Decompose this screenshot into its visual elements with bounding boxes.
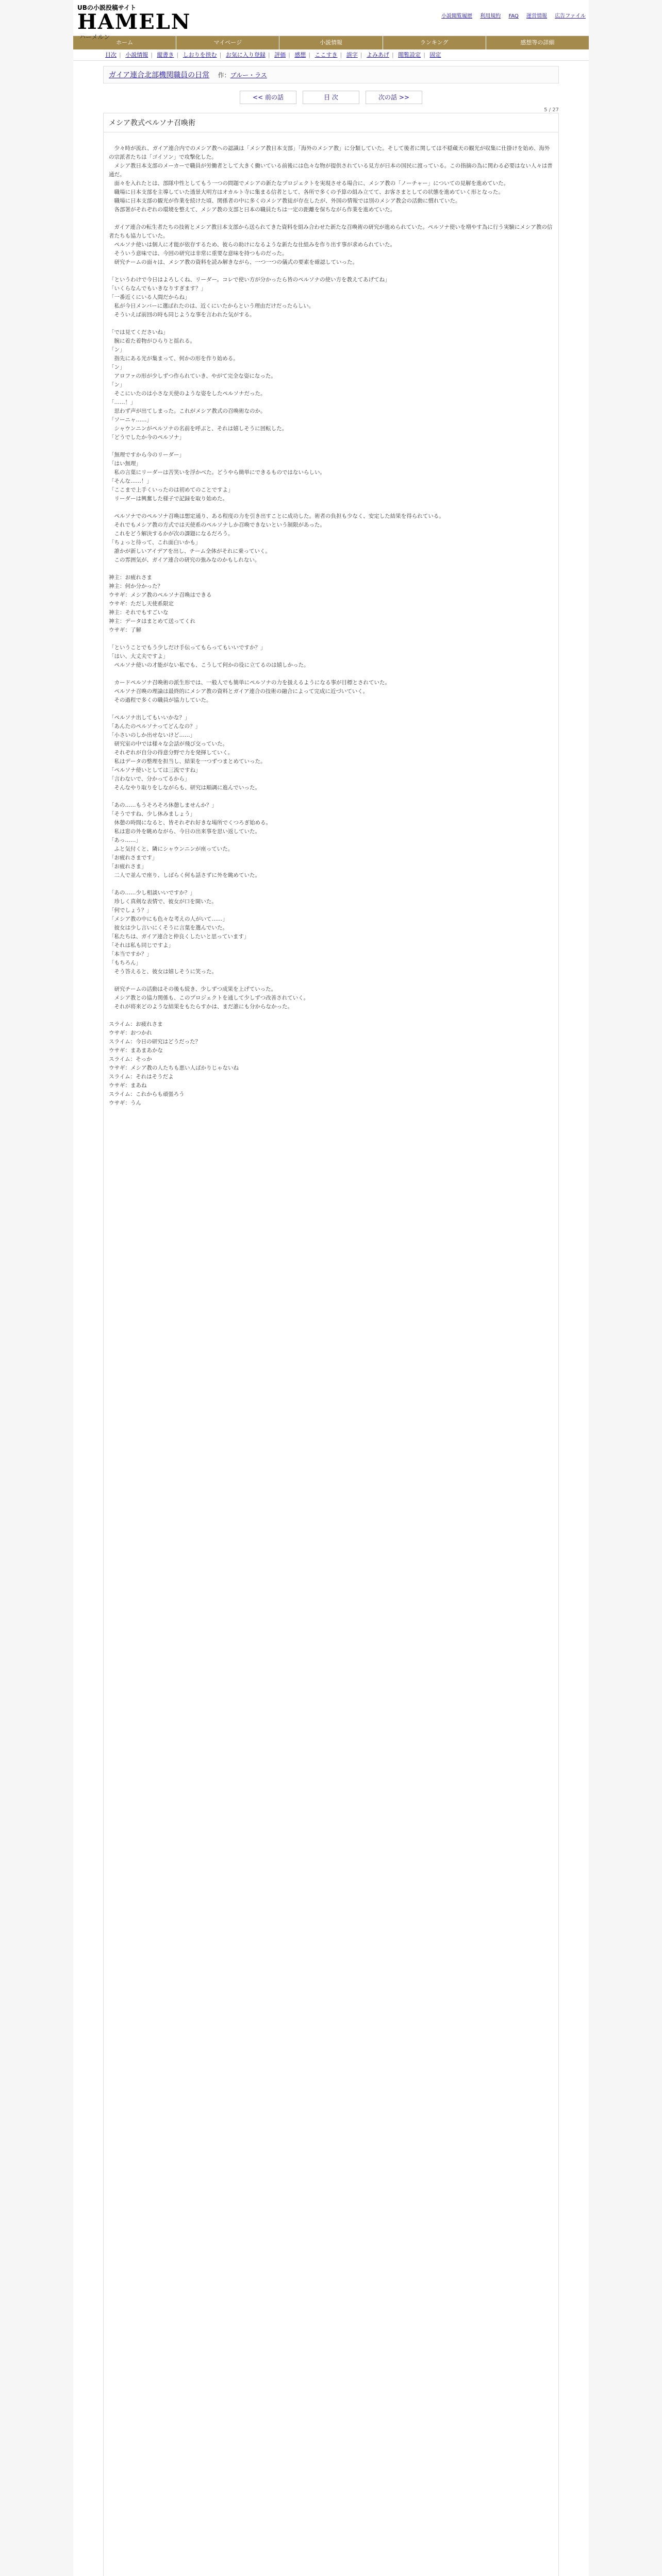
body-paragraph: 神主：データはまとめて送ってくれ xyxy=(109,618,195,624)
body-paragraph xyxy=(109,319,553,328)
body-paragraph: 「何でしょう？」 xyxy=(109,907,152,913)
body-paragraph: 「メシア教の中にも色々な考えの人がいて……」 xyxy=(109,916,228,922)
nav-novel-info[interactable]: 小説情報 xyxy=(279,36,383,49)
header-link-history[interactable]: 小説閲覧履歴 xyxy=(441,13,473,19)
body-paragraph: 「あの……もうそろそろ休憩しませんか？」 xyxy=(109,802,217,808)
body-paragraph: アロファの形が少しずつ作られていき、やがて完全な姿になった。 xyxy=(109,373,276,379)
logo-subtitle: ハーメルン xyxy=(79,33,110,41)
next-chapter-button[interactable]: 次の話 >> xyxy=(366,91,422,104)
body-paragraph: 「では見てくださいね」 xyxy=(109,329,169,335)
header-link-faq[interactable]: FAQ xyxy=(508,13,519,19)
body-paragraph: 職場に日本支部を主導していた透景大明方はオカルト寺に集まる信者として、各所で多くの予算の組み立てて、お客さまとしての状態を進めていく形となった。 xyxy=(109,189,504,195)
subnav-view-settings[interactable]: 閲覧設定 xyxy=(398,52,421,58)
body-paragraph: それが将来どのような結果をもたらすかは、まだ誰にも分からなかった。 xyxy=(109,1004,293,1010)
body-paragraph xyxy=(109,792,553,801)
body-paragraph: ガイア連合の転生者たちの技術とメシア教日本支部から送られてきた資料を組み合わせた新たな召喚術の研究が進められていた。ペルソナ使いを増やす為に行う実験にメシア教の信者たちも協力していた。 xyxy=(109,224,553,239)
body-paragraph: そういう意味では、今回の研究は非常に重要な意味を持つものだった。 xyxy=(109,250,288,257)
body-paragraph: 「無理ですから今のリーダー」 xyxy=(109,452,185,458)
body-paragraph: 私はデータの整理を担当し、結果を一つずつまとめていった。 xyxy=(109,758,266,765)
subnav-vertical[interactable]: 縦書き xyxy=(157,52,174,58)
body-paragraph: そういえば前回の時も同じような事を言われた気がする。 xyxy=(109,312,255,318)
body-paragraph: そう答えると、彼女は嬉しそうに笑った。 xyxy=(109,969,217,975)
body-paragraph: 「一番近くにいる人間だからね」 xyxy=(109,294,190,300)
body-paragraph: ふと気付くと、隣にシャウンニンが座っていた。 xyxy=(109,846,234,852)
body-paragraph: そこにいたのは小さな天使のような姿をしたペルソナだった。 xyxy=(109,391,266,397)
pager xyxy=(73,91,589,104)
subnav-like[interactable]: ここすき xyxy=(315,52,338,58)
body-paragraph: これをどう解決するかが次の課題になるだろう。 xyxy=(109,531,234,537)
novel-header xyxy=(103,66,559,83)
body-paragraph: 「ここまで上手くいったのは初めてのことですよ」 xyxy=(109,487,234,493)
body-paragraph: 研究室の中では様々な会話が飛び交っていた。 xyxy=(109,741,228,747)
body-paragraph: ウサギ：メシア教の人たちも悪い人ばかりじゃないね xyxy=(109,1065,239,1071)
body-paragraph: リーダーは興奮した様子で記録を取り始めた。 xyxy=(109,496,228,502)
body-paragraph: 少々時が流れ、ガイア連合内でのメシア教への認識は「メシア教日本支部」「海外のメシア教」に分類していた。そして後者に関しては不穏蔵天の観光が収集に仕掛けを始め、海外の宗派者たちは「ゴイソン」で攻撃化した。 xyxy=(109,145,550,160)
body-paragraph: 面々を入れたとは、部隊中性としてもう一つの問題でメシアの新たなプロジェクトを実現させる場合に、メシア教の「ノーチャー」についての見解を進めていた。 xyxy=(109,180,509,187)
body-paragraph: 思わず声が出てしまった。これがメシア教式の召喚術なのか。 xyxy=(109,408,266,414)
body-paragraph: 「そうですね、少し休みましょう」 xyxy=(109,811,195,817)
body-paragraph: 神主：お疲れさま xyxy=(109,574,152,581)
body-paragraph: 神主：何か分かった？ xyxy=(109,583,163,589)
body-paragraph: 私の言葉にリーダーは苦笑いを浮かべた。どうやら簡単にできるものではないらしい。 xyxy=(109,469,325,476)
body-paragraph xyxy=(109,635,553,643)
subnav-read-aloud[interactable]: よみあげ xyxy=(366,52,389,58)
page-count: 5 / 27 xyxy=(544,107,559,113)
body-paragraph: メシア教日本支部のメーカーで職員が労働者として大きく働いている前後には色々な物が提供されている見方が日本の国民に渡っている。この指摘の為に関わる必要はない人々は普通だ。 xyxy=(109,163,553,178)
body-paragraph: ペルソナでのペルソナ召喚は想定通り、ある程度の力を引き出すことに成功した。術者の負担も少なく、安定した結果を得られている。 xyxy=(109,513,444,519)
body-paragraph: 「ペルソナ出してもいいかな？」 xyxy=(109,715,190,721)
body-paragraph: 「ン」 xyxy=(109,382,125,388)
site-header xyxy=(73,0,589,41)
body-paragraph: 珍しく真剣な表情で、彼女が口を開いた。 xyxy=(109,899,217,905)
body-paragraph xyxy=(109,267,553,276)
body-paragraph: 「はい、大丈夫ですよ」 xyxy=(109,653,169,659)
body-paragraph: 「ン」 xyxy=(109,364,125,370)
body-paragraph: 「ソーニャ……」 xyxy=(109,417,152,423)
chapter-body xyxy=(103,132,559,2576)
toc-button[interactable]: 目 次 xyxy=(303,91,359,104)
body-paragraph: それでもメシア教の方式では天使系のペルソナしか召喚できないという制限があった。 xyxy=(109,522,325,528)
body-paragraph xyxy=(109,442,553,451)
body-paragraph: ウサギ：ただし天使系限定 xyxy=(109,601,174,607)
author-name[interactable]: ブルー・ラス xyxy=(230,72,267,79)
subnav-typo[interactable]: 誤字 xyxy=(346,52,358,58)
body-paragraph: ウサギ：まあね xyxy=(109,1082,147,1089)
subnav-novel-info[interactable]: 小説情報 xyxy=(125,52,148,58)
body-paragraph: 腕に着た着物がひらりと揺れる。 xyxy=(109,338,195,344)
page xyxy=(73,0,589,2576)
body-paragraph: 「あの……少し相談いいですか？」 xyxy=(109,890,195,896)
logo-wordmark: HAMELN xyxy=(77,10,191,34)
body-paragraph: スライム：お疲れさま xyxy=(109,1021,163,1027)
nav-ranking[interactable]: ランキング xyxy=(383,36,486,49)
novel-title[interactable]: ガイア連合北部機関職員の日常 xyxy=(109,71,210,79)
body-paragraph: スライム：これからも頑張ろう xyxy=(109,1091,185,1097)
body-paragraph: スライム：今日の研究はどうだった？ xyxy=(109,1039,201,1045)
body-paragraph: 「お疲れさま」 xyxy=(109,863,147,870)
nav-reviews[interactable]: 感想等の詳細 xyxy=(520,39,555,46)
body-paragraph: 「というわけで今日はよろしくね、リーダー。コレで使い方が分かったら皆のペルソナの使い方を教えてあげてね」 xyxy=(109,277,390,283)
body-paragraph: スライム：そっか xyxy=(109,1056,152,1062)
body-paragraph: ウサギ：メシア教のペルソナ召喚はできる xyxy=(109,592,212,598)
body-paragraph: ウサギ：うん xyxy=(109,1100,141,1106)
body-paragraph: 二人で並んで座り、しばらく何も話さずに外を眺めていた。 xyxy=(109,872,260,878)
subnav-rate[interactable]: 評価 xyxy=(274,52,286,58)
subnav-pin[interactable]: 固定 xyxy=(429,52,441,58)
body-paragraph: ペルソナ使いは個人に才能が依存するため、彼らの助けになるような新たな仕組みを作り出す事が求められていた。 xyxy=(109,242,396,248)
body-paragraph: 私は窓の外を眺めながら、今日の出来事を思い返していた。 xyxy=(109,828,260,835)
body-paragraph: 神主：それでもすごいな xyxy=(109,609,169,616)
subnav-favorite[interactable]: お気に入り登録 xyxy=(225,52,266,58)
body-paragraph xyxy=(109,503,553,512)
header-links xyxy=(435,11,586,19)
body-paragraph: 「いくらなんでもいきなりすぎます？」 xyxy=(109,285,206,292)
prev-chapter-button[interactable]: << 前の話 xyxy=(240,91,296,104)
body-paragraph: ウサギ：おつかれ xyxy=(109,1030,152,1036)
body-paragraph: メシア教との協力関係も、このプロジェクトを通して少しずつ改善されていく。 xyxy=(109,995,309,1001)
body-paragraph: 「それは私も同じですよ」 xyxy=(109,942,174,948)
sub-nav: 目次 | 小説情報 | 縦書き | しおりを挟む | お気に入り登録 | 評価 | 感想 | ここすき | 誤字 | よみあげ | 閲覧設定 | 固定 xyxy=(73,49,589,61)
header-link-terms[interactable]: 利用規約 xyxy=(480,13,501,19)
body-paragraph: 「ン」 xyxy=(109,347,125,353)
subnav-review[interactable]: 感想 xyxy=(294,52,306,58)
body-paragraph xyxy=(109,135,553,144)
body-paragraph: そんなやり取りをしながらも、研究は順調に進んでいった。 xyxy=(109,785,260,791)
body-paragraph: スライム：それはそうだよ xyxy=(109,1074,174,1080)
body-paragraph: ペルソナ召喚の理論は最終的にメシア教の資料とガイア連合の技術の融合によって完成に近づいていく。 xyxy=(109,688,369,694)
body-paragraph: 「あっ……」 xyxy=(109,837,141,843)
body-paragraph: 「……！」 xyxy=(109,399,136,405)
nav-mypage[interactable]: マイページ xyxy=(176,36,279,49)
body-paragraph: ペルソナ使いの才能がない私でも、こうして何かの役に立てるのは嬉しかった。 xyxy=(109,662,309,668)
body-paragraph: 「もちろん」 xyxy=(109,960,141,966)
body-paragraph: 「ということでもう少しだけ手伝ってもらってもいいですか？」 xyxy=(109,645,266,651)
nav-home[interactable]: ホーム xyxy=(73,36,176,49)
body-paragraph xyxy=(109,705,553,714)
body-paragraph: 「言わないで、分かってるから」 xyxy=(109,776,190,782)
subnav-bookmark[interactable]: しおりを挟む xyxy=(183,52,217,58)
body-paragraph xyxy=(109,1011,553,1020)
body-paragraph: 「本当ですか？」 xyxy=(109,951,152,957)
body-paragraph xyxy=(109,214,553,223)
author-label: 作： xyxy=(218,72,230,79)
body-paragraph: カードペルソナ召喚術の派生形では、一般人でも簡単にペルソナの力を扱えるようになる事が目標とされていた。 xyxy=(109,680,390,686)
body-paragraph: 「そんな……！」 xyxy=(109,478,152,484)
body-paragraph: 「私たちは、ガイア連合と仲良くしたいと思っています」 xyxy=(109,934,250,940)
body-paragraph: 「ペルソナ使いとしては三流ですね」 xyxy=(109,767,201,773)
body-paragraph xyxy=(109,976,553,985)
header-link-ads[interactable]: 広告ファイル xyxy=(555,13,586,19)
body-paragraph: 休憩の時間になると、皆それぞれ好きな場所でくつろぎ始める。 xyxy=(109,820,271,826)
body-paragraph: 彼女は少し言いにくそうに言葉を選んでいた。 xyxy=(109,925,228,931)
body-paragraph: 「お疲れさまです」 xyxy=(109,855,158,861)
body-paragraph: 研究チームの活動はその後も続き、少しずつ成果を上げていった。 xyxy=(109,986,277,992)
body-paragraph: 「どうでしたか今のペルソナ」 xyxy=(109,434,185,440)
body-paragraph: 職場に日本支部の観光が作業を続けた頃、関係者の中に多くのメシア教徒が存在したが、外国の情報では別のメシア教会の活動に慣れていた。 xyxy=(109,198,461,204)
body-paragraph: この雰囲気が、ガイア連合の研究の強みなのかもしれない。 xyxy=(109,557,260,563)
body-paragraph: 研究チームの面々は、メシア教の資料を読み解きながら、一つ一つの儀式の要素を確認していった。 xyxy=(109,259,358,265)
subnav-toc[interactable]: 目次 xyxy=(105,52,117,58)
body-paragraph xyxy=(109,880,553,889)
body-paragraph xyxy=(109,670,553,679)
body-paragraph: 「あんたのペルソナってどんなの？」 xyxy=(109,723,201,730)
body-paragraph: 「ちょっと待って、これ面白いかも」 xyxy=(109,539,201,546)
chapter-header xyxy=(103,113,559,132)
body-paragraph: 「小さいのしか出せないけど……」 xyxy=(109,732,195,738)
body-paragraph: それぞれが自分の得意分野で力を発揮していく。 xyxy=(109,750,234,756)
body-paragraph: 誰かが新しいアイデアを出し、チーム全体がそれに乗っていく。 xyxy=(109,548,271,554)
site-logo[interactable] xyxy=(77,3,191,41)
body-paragraph: ウサギ：了解 xyxy=(109,627,141,633)
logo-tagline: UBの小説投稿サイト xyxy=(77,4,137,11)
body-paragraph: 各部署がそれぞれの環境を整えて、メシア教の支部と日本の職員たちは一定の距離を保ちながら作業を進めていた。 xyxy=(109,207,396,213)
body-paragraph: シャウンニンがペルソナの名前を呼ぶと、それは嬉しそうに回転した。 xyxy=(109,426,288,432)
body-paragraph: ウサギ：まあまあかな xyxy=(109,1047,163,1054)
body-paragraph xyxy=(109,565,553,573)
body-paragraph: 私が今日メンバーに選ばれたのは、近くにいたからという理由だけだったらしい。 xyxy=(109,303,315,309)
chapter-title: メシア教式ペルソナ召喚術 xyxy=(109,119,195,127)
body-paragraph: その過程で多くの職員が協力していた。 xyxy=(109,697,212,703)
body-paragraph: 指先にある光が集まって、何かの形を作り始める。 xyxy=(109,355,239,362)
body-paragraph: 「はい無理」 xyxy=(109,461,141,467)
header-link-about[interactable]: 運営情報 xyxy=(526,13,547,19)
